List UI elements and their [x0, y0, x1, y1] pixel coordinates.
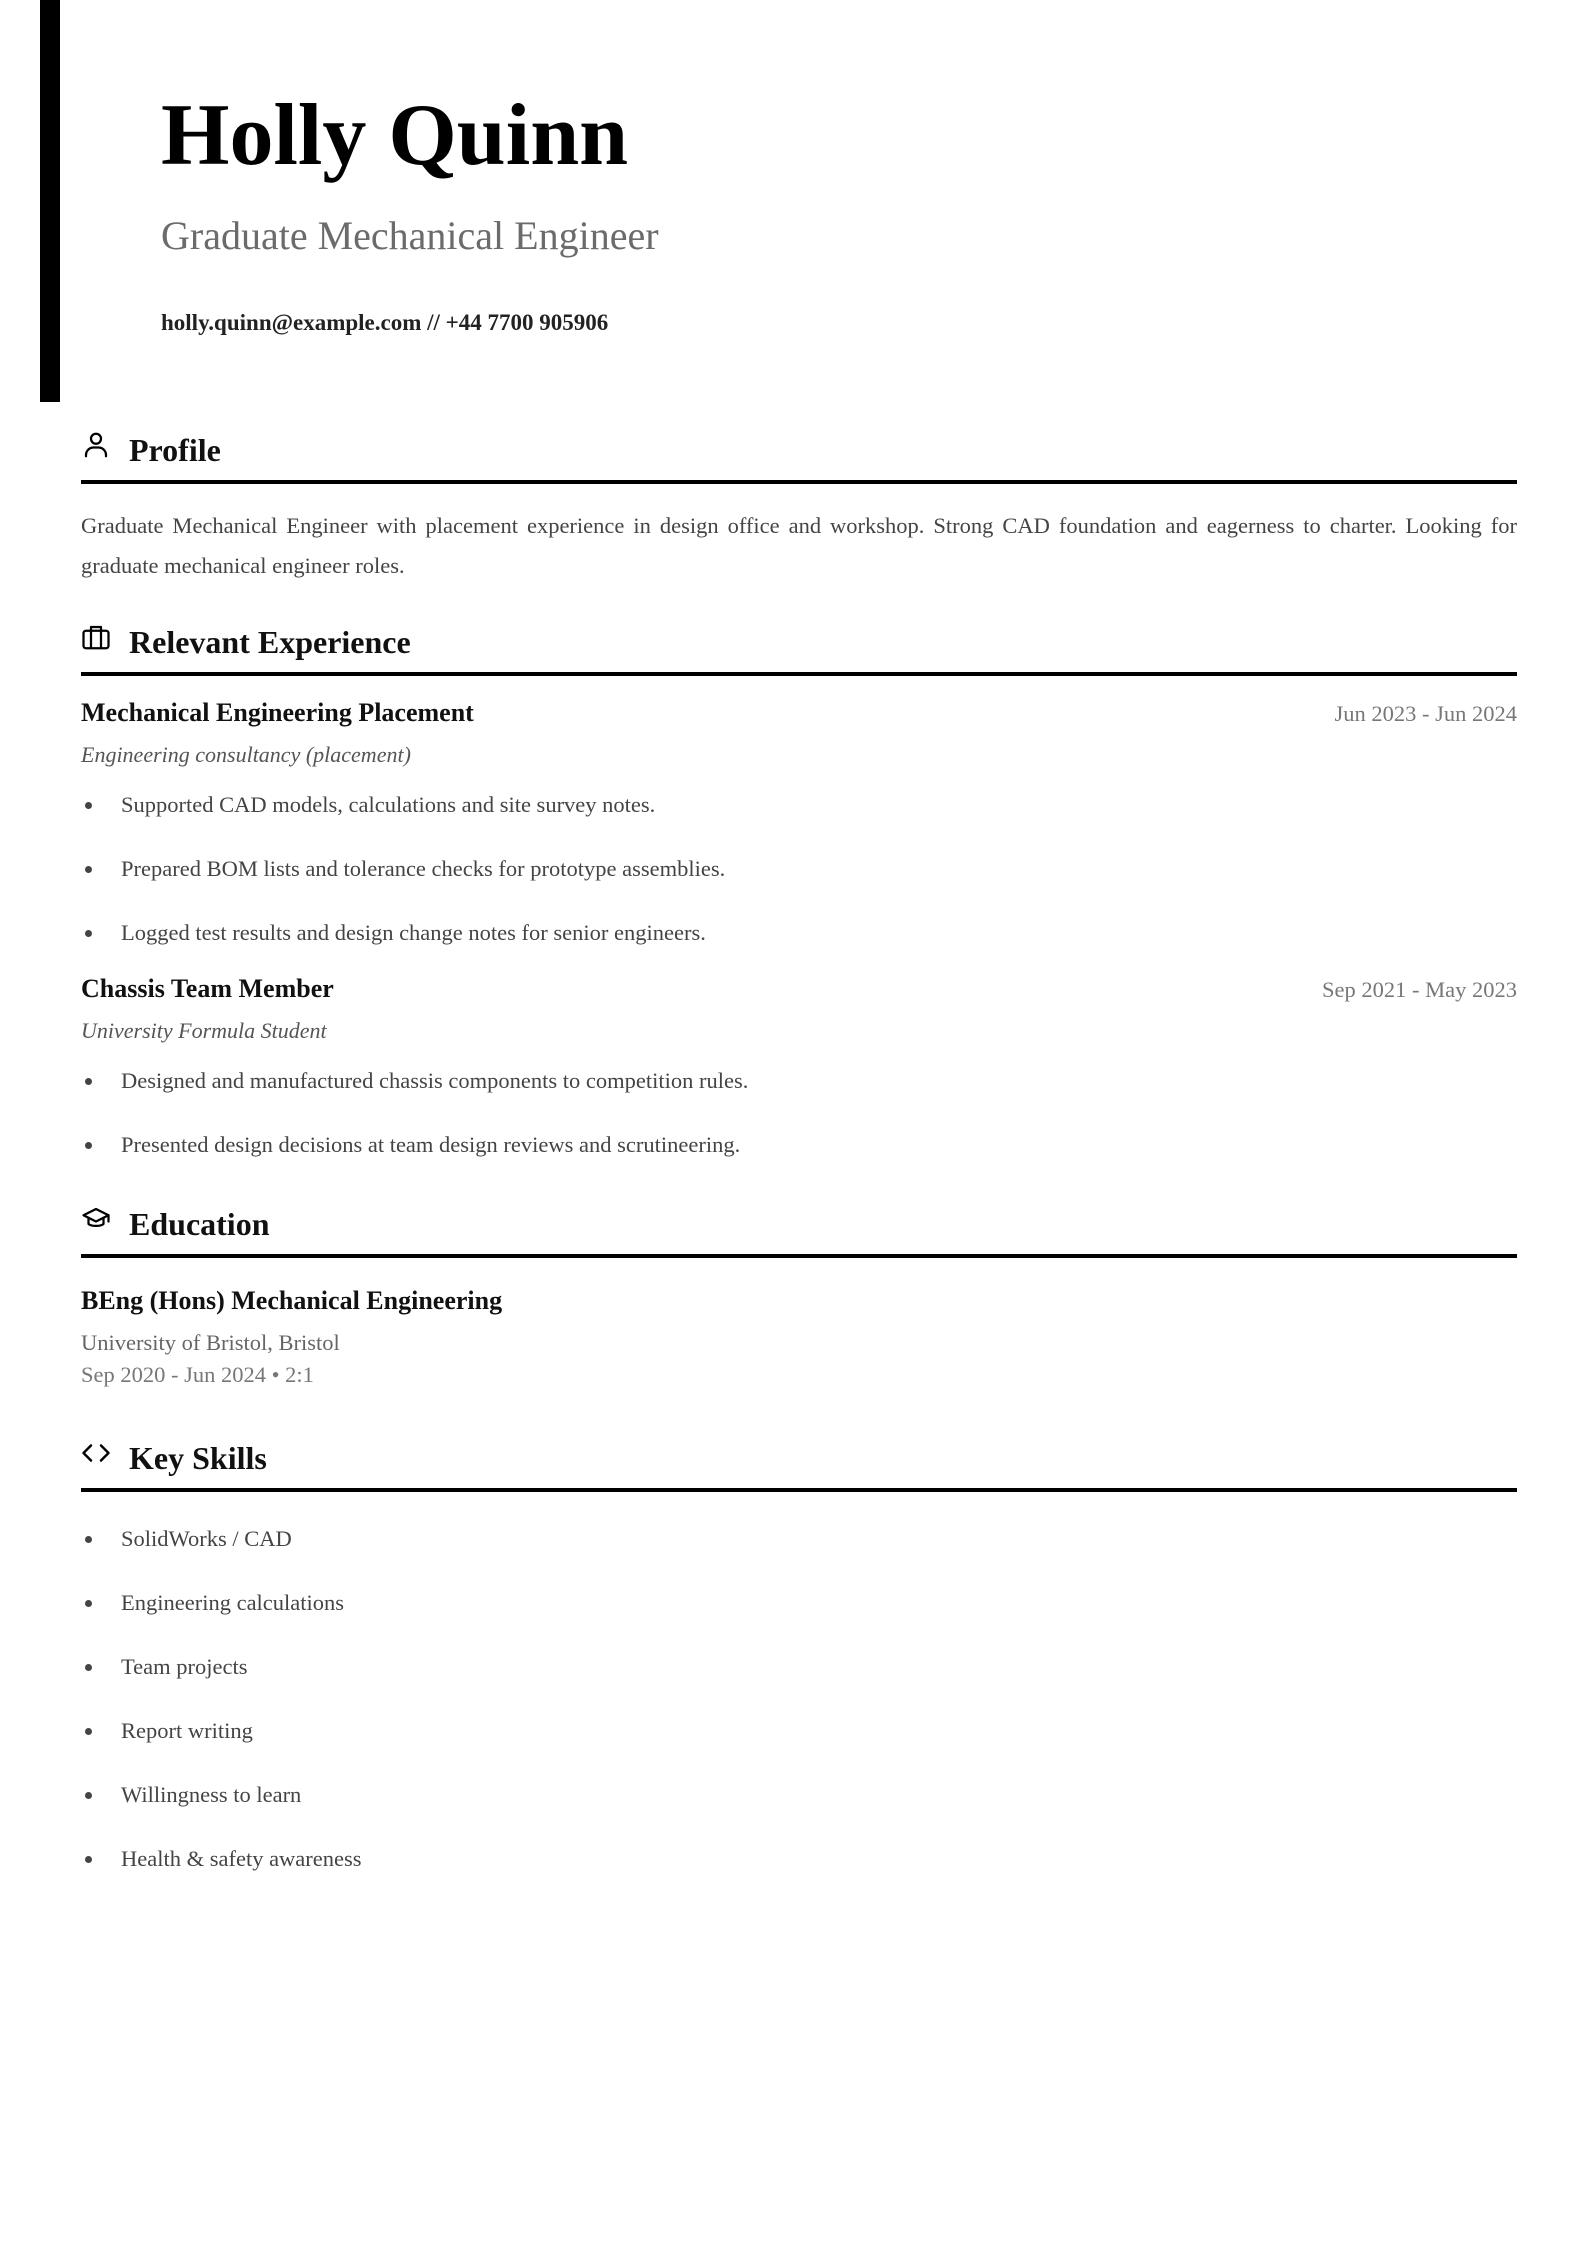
job-bullets	[81, 1066, 1517, 1160]
job-bullets	[81, 790, 1517, 948]
job-dates: Sep 2021 - May 2023	[1322, 977, 1517, 1002]
profile-heading: Profile	[129, 431, 221, 468]
skill-text: Team projects	[121, 1654, 248, 1679]
list-item	[81, 1652, 1517, 1682]
experience-heading-row	[81, 612, 1517, 676]
job-dates: Jun 2023 - Jun 2024	[1334, 701, 1517, 726]
skill-text: Willingness to learn	[121, 1782, 302, 1807]
profile-section	[81, 420, 1517, 586]
list-item	[81, 1716, 1517, 1746]
bullet-dot	[85, 1142, 92, 1149]
job-entry	[81, 698, 1517, 948]
list-item	[81, 790, 1517, 820]
list-item	[81, 1780, 1517, 1810]
code-icon	[81, 1438, 111, 1468]
skill-text: SolidWorks / CAD	[121, 1526, 292, 1551]
job-title: Chassis Team Member	[81, 974, 334, 1003]
bullet-dot	[85, 1664, 92, 1671]
bullet-text: Supported CAD models, calculations and site survey notes.	[121, 792, 656, 817]
skills-section	[81, 1428, 1517, 1874]
bullet-text: Prepared BOM lists and tolerance checks for prototype assemblies.	[121, 856, 726, 881]
list-item	[81, 1588, 1517, 1618]
skill-text: Report writing	[121, 1718, 253, 1743]
bullet-dot	[85, 930, 92, 937]
person-icon	[81, 430, 111, 460]
bullet-text: Presented design decisions at team design reviews and scrutineering.	[121, 1132, 741, 1157]
education-heading: Education	[129, 1205, 270, 1242]
list-item	[81, 1844, 1517, 1874]
degree: BEng (Hons) Mechanical Engineering	[81, 1286, 503, 1315]
bullet-dot	[85, 802, 92, 809]
job-title: Mechanical Engineering Placement	[81, 698, 474, 727]
list-item	[81, 918, 1517, 948]
education-heading-row	[81, 1194, 1517, 1258]
education-dates: Sep 2020 - Jun 2024 • 2:1	[81, 1362, 314, 1387]
job-header-row	[81, 698, 1517, 728]
education-section	[81, 1194, 1517, 1388]
bullet-text: Logged test results and design change notes for senior engineers.	[121, 920, 706, 945]
contact-line: holly.quinn@example.com // +44 7700 905906	[161, 310, 609, 335]
list-item	[81, 1066, 1517, 1096]
job-organization: Engineering consultancy (placement)	[81, 742, 411, 767]
job-organization: University Formula Student	[81, 1018, 327, 1043]
bullet-dot	[85, 1600, 92, 1607]
profile-text: Graduate Mechanical Engineer with placement experience in design office and workshop. Strong CAD foundation and eagerness to charter. Looking for graduate mechanical engineer roles.	[81, 513, 1517, 578]
bullet-dot	[85, 1792, 92, 1799]
bullet-dot	[85, 866, 92, 873]
job-header-row	[81, 974, 1517, 1004]
bullet-dot	[85, 1078, 92, 1085]
bullet-text: Designed and manufactured chassis components to competition rules.	[121, 1068, 749, 1093]
resume-header	[161, 87, 659, 336]
skill-text: Health & safety awareness	[121, 1846, 362, 1871]
experience-section	[81, 612, 1517, 1160]
skills-heading: Key Skills	[129, 1439, 267, 1476]
job-entry	[81, 974, 1517, 1160]
briefcase-icon	[81, 622, 111, 652]
graduation-cap-icon	[81, 1204, 111, 1234]
skills-heading-row	[81, 1428, 1517, 1492]
candidate-name: Holly Quinn	[161, 87, 629, 184]
list-item	[81, 854, 1517, 884]
candidate-title: Graduate Mechanical Engineer	[161, 213, 659, 258]
skill-text: Engineering calculations	[121, 1590, 345, 1615]
skills-list	[81, 1524, 1517, 1874]
accent-bar	[40, 0, 60, 402]
bullet-dot	[85, 1536, 92, 1543]
experience-heading: Relevant Experience	[129, 623, 411, 660]
list-item	[81, 1524, 1517, 1554]
bullet-dot	[85, 1856, 92, 1863]
list-item	[81, 1130, 1517, 1160]
profile-heading-row	[81, 420, 1517, 484]
bullet-dot	[85, 1728, 92, 1735]
school: University of Bristol, Bristol	[81, 1330, 340, 1355]
resume-body	[81, 420, 1517, 1908]
